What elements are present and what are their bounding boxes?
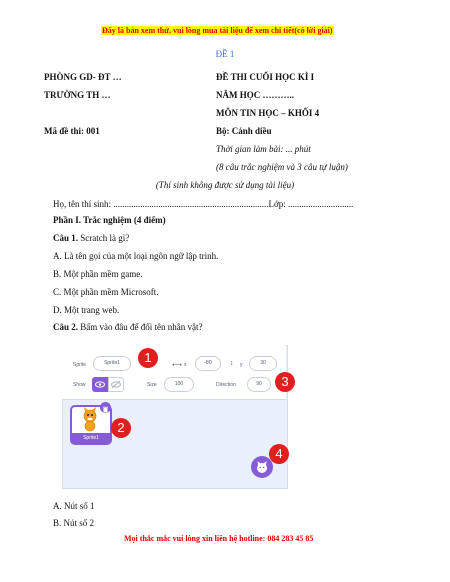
- department: PHÒNG GD- ĐT …: [44, 72, 122, 82]
- q2-option-b: B. Nút số 2: [53, 518, 95, 528]
- marker-4: 4: [269, 444, 289, 464]
- trash-icon: [100, 404, 111, 415]
- marker-2: 2: [111, 418, 131, 438]
- sprite-thumbnail-label: Sprite1: [72, 433, 110, 443]
- size-label: Size: [147, 382, 157, 388]
- question-2-text: Bấm vào đâu để đổi tên nhân vật?: [78, 322, 203, 332]
- direction-label: Direction: [216, 382, 236, 388]
- subject: MÔN TIN HỌC – KHỐI 4: [216, 108, 320, 118]
- school: TRƯỜNG TH …: [44, 90, 111, 100]
- sprite-name-input[interactable]: Sprite1: [93, 356, 131, 371]
- eye-closed-icon: [109, 378, 123, 391]
- y-arrow-icon: ↕: [230, 360, 234, 367]
- exam-note: (Thí sinh không được sử dụng tài liệu): [155, 180, 295, 190]
- show-label: Show: [73, 382, 86, 388]
- show-visible-button[interactable]: [92, 377, 108, 392]
- student-info-line: Họ, tên thí sinh: .....................................................................Lớp: .............................: [53, 199, 354, 209]
- direction-input[interactable]: 90: [247, 377, 271, 392]
- exam-structure: (8 câu trắc nghiệm và 3 câu tự luận): [216, 162, 348, 172]
- part1-title: Phần I. Trắc nghiệm (4 điểm): [53, 215, 166, 225]
- q1-option-c: C. Một phần mềm Microsoft.: [53, 287, 159, 297]
- question-2: [53, 322, 202, 332]
- show-hidden-button[interactable]: [108, 377, 124, 392]
- x-input[interactable]: -80: [195, 356, 221, 371]
- y-input[interactable]: 30: [249, 356, 277, 371]
- question-1: [53, 233, 129, 243]
- delete-sprite-button[interactable]: [100, 402, 111, 413]
- exam-time: Thời gian làm bài: ... phút: [216, 144, 311, 154]
- exam-code: Mã đề thi: 001: [44, 126, 100, 136]
- eye-icon: [93, 378, 107, 391]
- school-year: NĂM HỌC ………..: [216, 90, 294, 100]
- q1-option-b: B. Một phần mềm game.: [53, 269, 143, 279]
- x-arrow-icon: ⟷: [172, 362, 183, 369]
- q1-option-a: A. Là tên gọi của một loại ngôn ngữ lập trình.: [53, 251, 219, 261]
- marker-3: 3: [275, 372, 295, 392]
- question-1-text: Scratch là gì?: [78, 233, 130, 243]
- book-series: Bộ: Cánh diều: [216, 126, 272, 136]
- q2-option-a: A. Nút số 1: [53, 501, 95, 511]
- size-input[interactable]: 100: [164, 377, 194, 392]
- hotline-banner: Mọi thắc mắc vui lòng xin liên hệ hotline: 084 283 45 85: [124, 534, 314, 543]
- x-label: x: [184, 362, 187, 368]
- preview-banner: Đây là bản xem thử, vui lòng mua tài liệu để xem chi tiết(có lời giải): [102, 26, 333, 35]
- y-label: y: [240, 362, 243, 368]
- exam-number: ĐỀ 1: [215, 49, 235, 59]
- question-2-label: Câu 2.: [53, 322, 79, 332]
- question-1-label: Câu 1.: [53, 233, 79, 243]
- q1-option-d: D. Một trang web.: [53, 305, 120, 315]
- sprite-label: Sprite: [73, 362, 87, 368]
- exam-title: ĐỀ THI CUỐI HỌC KÌ I: [216, 72, 315, 82]
- marker-1: 1: [138, 348, 158, 368]
